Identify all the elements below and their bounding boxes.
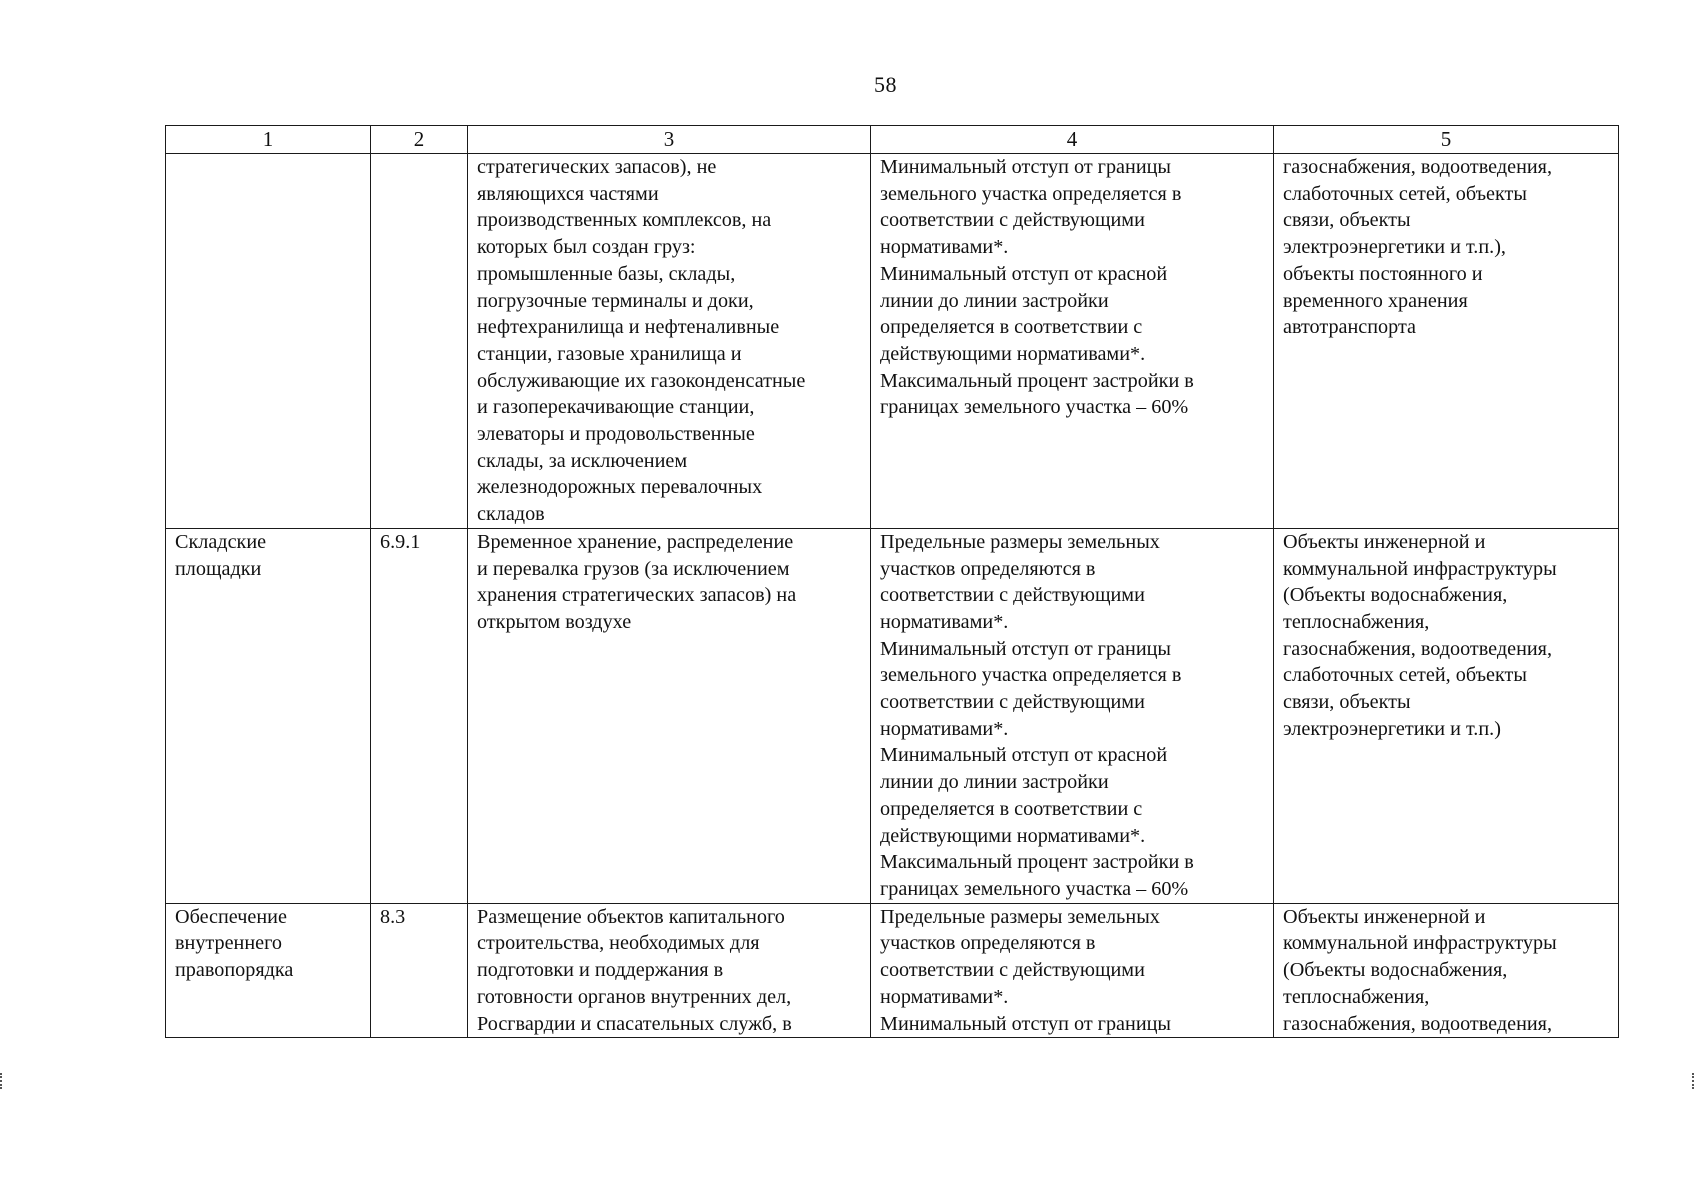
- use-name-cell: Обеспечение внутреннего правопорядка: [166, 903, 371, 1038]
- header-row: [166, 126, 1619, 154]
- column-header-3: 3: [468, 126, 871, 154]
- use-code-cell: [371, 154, 468, 529]
- auxiliary-uses-cell: Объекты инженерной и коммунальной инфраструктуры (Объекты водоснабжения, теплоснабжения, газоснабжения, водоотведения, слаботочных сетей, объекты связи, объекты электроэнергетики и т.п.): [1274, 528, 1619, 903]
- column-header-1: 1: [166, 126, 371, 154]
- page-number: 58: [874, 72, 897, 97]
- table-row: [166, 154, 1619, 529]
- use-description-cell: стратегических запасов), не являющихся частями производственных комплексов, на которых был создан груз: промышленные базы, склады, погрузочные терминалы и доки, нефтехранилища и нефтеналивные станции, газовые хранилища и обслуживающие их газоконденсатные и газоперекачивающие станции, элеваторы и продовольственные склады, за исключением железнодорожных перевалочных складов: [468, 154, 871, 529]
- zoning-table: [165, 125, 1619, 1038]
- parameters-cell: Минимальный отступ от границы земельного участка определяется в соответствии с действующими нормативами*. Минимальный отступ от красной линии до линии застройки определяется в соответствии с действующими нормативами*. Максимальный процент застройки в границах земельного участка – 60%: [871, 154, 1274, 529]
- left-margin-mark: [0, 1073, 5, 1089]
- use-name-cell: Складские площадки: [166, 528, 371, 903]
- parameters-cell: Предельные размеры земельных участков определяются в соответствии с действующими нормативами*. Минимальный отступ от границы земельного участка определяется в соответствии с действующими нормативами*. Минимальный отступ от красной линии до линии застройки определяется в соответствии с действующими нормативами*. Максимальный процент застройки в границах земельного участка – 60%: [871, 528, 1274, 903]
- right-margin-mark: [1692, 1073, 1697, 1089]
- auxiliary-uses-cell: Объекты инженерной и коммунальной инфраструктуры (Объекты водоснабжения, теплоснабжения, газоснабжения, водоотведения,: [1274, 903, 1619, 1038]
- use-code-cell: 6.9.1: [371, 528, 468, 903]
- use-description-cell: Размещение объектов капитального строительства, необходимых для подготовки и поддержания в готовности органов внутренних дел, Росгвардии и спасательных служб, в: [468, 903, 871, 1038]
- table-row: [166, 528, 1619, 903]
- table-row: [166, 903, 1619, 1038]
- parameters-cell: Предельные размеры земельных участков определяются в соответствии с действующими нормативами*. Минимальный отступ от границы: [871, 903, 1274, 1038]
- use-name-cell: [166, 154, 371, 529]
- column-header-4: 4: [871, 126, 1274, 154]
- column-header-5: 5: [1274, 126, 1619, 154]
- auxiliary-uses-cell: газоснабжения, водоотведения, слаботочных сетей, объекты связи, объекты электроэнергетики и т.п.), объекты постоянного и временного хранения автотранспорта: [1274, 154, 1619, 529]
- use-description-cell: Временное хранение, распределение и перевалка грузов (за исключением хранения стратегических запасов) на открытом воздухе: [468, 528, 871, 903]
- use-code-cell: 8.3: [371, 903, 468, 1038]
- column-header-2: 2: [371, 126, 468, 154]
